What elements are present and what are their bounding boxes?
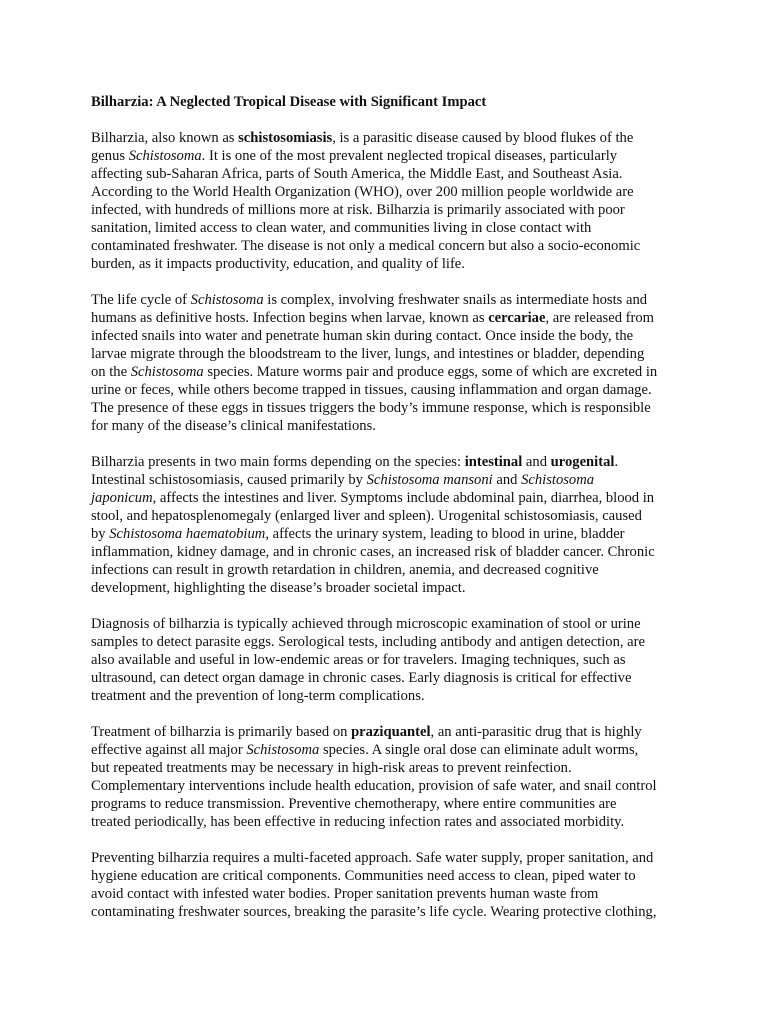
text-run: The life cycle of [91, 292, 191, 308]
text-run: , affects the urinary system, leading to blood in urine, bladder [265, 526, 625, 542]
bold-term: intestinal [464, 454, 523, 470]
bold-term: urogenital [550, 454, 615, 470]
text-run: Complementary interventions include health education, provision of safe water, and snail control [91, 778, 657, 794]
text-line [91, 903, 681, 921]
text-run: affecting sub-Saharan Africa, parts of South America, the Middle East, and Southeast Asia. [91, 166, 623, 182]
italic-term: Schistosoma mansoni [366, 472, 493, 488]
text-run: genus [91, 148, 129, 164]
text-run: Intestinal schistosomiasis, caused primarily by [91, 472, 367, 488]
italic-term: Schistosoma [521, 472, 595, 488]
paragraph [91, 723, 681, 831]
document-title: Bilharzia: A Neglected Tropical Disease with Significant Impact [91, 94, 487, 110]
text-run: According to the World Health Organization (WHO), over 200 million people worldwide are [91, 184, 634, 200]
text-run: but repeated treatments may be necessary in high-risk areas to prevent reinfection. [91, 760, 572, 776]
text-run: stool, and hepatosplenomegaly (enlarged liver and spleen). Urogenital schistosomiasis, caused [91, 508, 642, 524]
text-line [91, 237, 681, 255]
paragraph [91, 453, 681, 597]
text-line [91, 201, 681, 219]
text-line [91, 687, 681, 705]
text-run: sanitation, limited access to clean water, and communities living in close contact with [91, 220, 592, 236]
text-line [91, 561, 681, 579]
paragraph-container [91, 129, 681, 921]
text-run: , affects the intestines and liver. Symptoms include abdominal pain, diarrhea, blood in [152, 490, 655, 506]
text-run: avoid contact with infested water bodies. Proper sanitation prevents human waste from [91, 886, 599, 902]
text-run: infections can result in growth retardation in children, anemia, and decreased cognitive [91, 562, 599, 578]
text-line [91, 417, 681, 435]
text-run: development, highlighting the disease’s broader societal impact. [91, 580, 466, 596]
text-line [91, 381, 681, 399]
text-line [91, 795, 681, 813]
text-line [91, 327, 681, 345]
paragraph [91, 129, 681, 273]
text-line [91, 129, 681, 147]
text-line [91, 525, 681, 543]
italic-term: Schistosoma [190, 292, 264, 308]
text-run: hygiene education are critical components. Communities need access to clean, piped water to [91, 868, 636, 884]
text-run: , an anti-parasitic drug that is highly [430, 724, 642, 740]
text-line [91, 579, 681, 597]
italic-term: Schistosoma [128, 148, 202, 164]
text-run: treated periodically, has been effective in reducing infection rates and associated morbidity. [91, 814, 625, 830]
text-line [91, 885, 681, 903]
text-run: for many of the disease’s clinical manifestations. [91, 418, 376, 434]
text-run: , is a parasitic disease caused by blood flukes of the [332, 130, 634, 146]
text-run: Bilharzia, also known as [91, 130, 239, 146]
text-run: Bilharzia presents in two main forms depending on the species: [91, 454, 465, 470]
text-run: by [91, 526, 110, 542]
text-line [91, 723, 681, 741]
text-run: larvae migrate through the bloodstream to the liver, lungs, and intestines or bladder, depending [91, 346, 645, 362]
text-line [91, 363, 681, 381]
text-line [91, 291, 681, 309]
text-line [91, 309, 681, 327]
bold-term: cercariae [488, 310, 546, 326]
text-run: species. A single oral dose can eliminate adult worms, [319, 742, 639, 758]
text-run: burden, as it impacts productivity, education, and quality of life. [91, 256, 465, 272]
text-line [91, 471, 681, 489]
text-run: , are released from [545, 310, 655, 326]
text-run: species. Mature worms pair and produce eggs, some of which are excreted in [203, 364, 658, 380]
bold-term: schistosomiasis [238, 130, 333, 146]
text-line [91, 219, 681, 237]
text-line [91, 813, 681, 831]
text-line [91, 615, 681, 633]
text-line [91, 489, 681, 507]
text-run: programs to reduce transmission. Preventive chemotherapy, where entire communities are [91, 796, 617, 812]
text-line [91, 849, 681, 867]
text-run: effective against all major [91, 742, 247, 758]
text-line [91, 759, 681, 777]
text-run: inflammation, kidney damage, and in chronic cases, an increased risk of bladder cancer. Chronic [91, 544, 655, 560]
text-run: ultrasound, can detect organ damage in chronic cases. Early diagnosis is critical for effective [91, 670, 632, 686]
text-run: is complex, involving freshwater snails as intermediate hosts and [263, 292, 648, 308]
text-run: contaminated freshwater. The disease is not only a medical concern but also a socio-economic [91, 238, 641, 254]
text-line [91, 669, 681, 687]
text-run: humans as definitive hosts. Infection begins when larvae, known as [91, 310, 489, 326]
text-run: Preventing bilharzia requires a multi-faceted approach. Safe water supply, proper sanitation, and [91, 850, 654, 866]
text-run: Diagnosis of bilharzia is typically achieved through microscopic examination of stool or urine [91, 616, 641, 632]
text-run: and [492, 472, 522, 488]
paragraph [91, 291, 681, 435]
bold-term: praziquantel [351, 724, 431, 740]
text-run: infected, with hundreds of millions more at risk. Bilharzia is primarily associated with poor [91, 202, 625, 218]
text-line [91, 633, 681, 651]
text-run: . [614, 454, 619, 470]
text-line [91, 651, 681, 669]
text-line [91, 345, 681, 363]
text-run: contaminating freshwater sources, breaking the parasite’s life cycle. Wearing protective clothing, [91, 904, 657, 920]
italic-term: Schistosoma [130, 364, 204, 380]
text-run: treatment and the prevention of long-term complications. [91, 688, 425, 704]
italic-term: Schistosoma [246, 742, 320, 758]
text-line [91, 741, 681, 759]
text-run: . It is one of the most prevalent neglected tropical diseases, particularly [201, 148, 618, 164]
text-run: The presence of these eggs in tissues triggers the body’s immune response, which is responsible [91, 400, 651, 416]
text-run: Treatment of bilharzia is primarily based on [91, 724, 352, 740]
text-run: on the [91, 364, 131, 380]
text-line [91, 777, 681, 795]
document-body [91, 93, 681, 939]
text-line [91, 255, 681, 273]
text-line [91, 183, 681, 201]
text-line [91, 867, 681, 885]
text-run: also available and useful in low-endemic areas or for travelers. Imaging techniques, such as [91, 652, 626, 668]
text-run: samples to detect parasite eggs. Serological tests, including antibody and antigen detection, are [91, 634, 645, 650]
paragraph [91, 615, 681, 705]
text-line [91, 399, 681, 417]
text-line [91, 543, 681, 561]
text-run: and [522, 454, 551, 470]
paragraph [91, 849, 681, 921]
text-run: infected snails into water and penetrate human skin during contact. Once inside the body, the [91, 328, 634, 344]
text-run: urine or feces, while others become trapped in tissues, causing inflammation and organ damage. [91, 382, 652, 398]
italic-term: Schistosoma haematobium [109, 526, 266, 542]
text-line [91, 453, 681, 471]
text-line [91, 507, 681, 525]
italic-term: japonicum [91, 490, 153, 506]
text-line [91, 147, 681, 165]
text-line [91, 165, 681, 183]
